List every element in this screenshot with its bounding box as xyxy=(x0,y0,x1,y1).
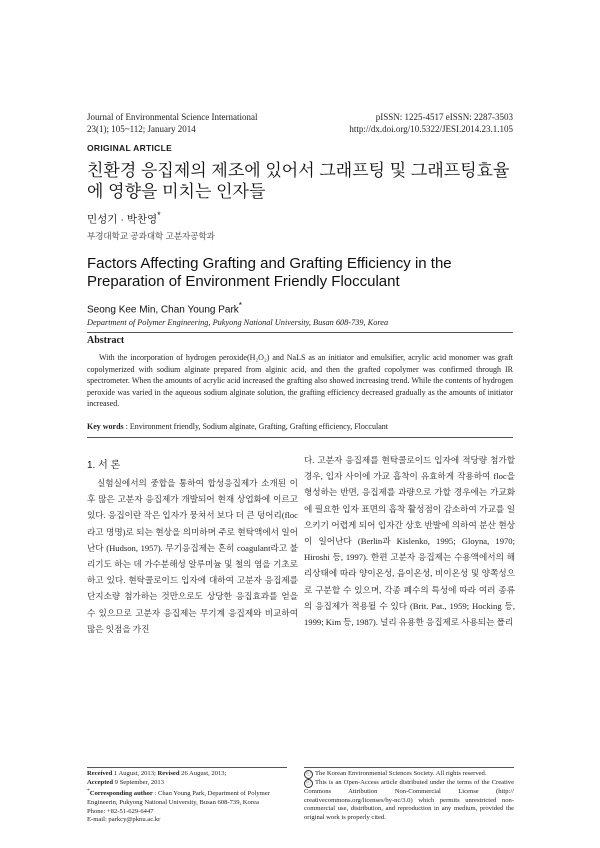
abstract-heading: Abstract xyxy=(87,335,125,346)
abstract-bottom-rule xyxy=(87,437,513,438)
accepted-line xyxy=(87,779,287,788)
korean-affiliation: 부경대학교 공과대학 고분자공학과 xyxy=(87,231,215,241)
english-author-mark: * xyxy=(238,300,243,310)
volume-issue: 23(1); 105~112; January 2014 xyxy=(87,124,196,134)
korean-title: 친환경 응집제의 제조에 있어서 그래프팅 및 그래프팅효율에 영향을 미치는 인자들 xyxy=(87,161,510,201)
footnote-rule-right xyxy=(304,767,514,768)
keywords-text: : Environment friendly, Sodium alginate, Grafting, Grafting efficiency, Flocculant xyxy=(123,422,388,431)
accepted-label: Accepted xyxy=(87,778,113,786)
keywords xyxy=(87,422,513,431)
revised-label: Revised xyxy=(157,770,180,777)
corr-label: Corresponding author xyxy=(89,790,153,798)
license-line xyxy=(304,779,514,822)
journal-name: Journal of Environmental Science International xyxy=(87,112,258,122)
accepted-date: 9 September, 2013 xyxy=(113,778,165,786)
body-column-right: 다. 고분자 응집제를 현탁콜로이드 입자에 적당량 첨가할 경우, 입자 사이에 가교 흡착이 유효하게 작용하여 floc을 형성하는 반면, 응집제를 과량으로 가할 경우에는 가교화에 필요한 입자 표면의 흡착 활성점이 감소하여 가교를 일으키기 어렵게 되어 입자간 상호 반발에 의하여 분산 현상이 일어난다 (Berlin과 Kislenko, 1995; Gloyna, 1970; Hiroshi 등, 1997). 한편 고분자 응집제는 수용액에서의 해리상태에 따라 양이온성, 음이온성, 비이온성 및 양쪽성으로 구분할 수 있으며, 각종 폐수의 특성에 따라 여러 종류의 응집제가 적용될 수 있다 (Brit. Pat., 1959; Hocking 등, 1999; Kim 등, 1987). 널리 유용한 응집제로 사용되는 폴리 xyxy=(304,455,515,628)
copyright-icon: ⓒ xyxy=(305,772,311,777)
abstract-top-rule xyxy=(87,332,513,333)
revised-date: 26 August, 2013; xyxy=(179,770,227,777)
corr-mark: * xyxy=(87,788,90,795)
korean-author-names: 민성기 · 박찬영 xyxy=(87,213,158,226)
copyright-line xyxy=(304,770,514,779)
footnote-article-info xyxy=(87,770,287,825)
korean-authors xyxy=(87,210,161,227)
received-date: 1 August, 2013; xyxy=(112,770,158,777)
section-heading-introduction: 1. 서 론 xyxy=(87,460,121,471)
english-author-names: Seong Kee Min, Chan Young Park xyxy=(87,304,239,316)
creative-commons-icon: ⓒ xyxy=(305,781,311,786)
korean-author-mark: * xyxy=(157,210,161,220)
journal-header-left xyxy=(87,111,257,135)
keywords-label: Key words xyxy=(87,422,124,431)
phone: Phone: +82-51-629-6447 xyxy=(87,807,154,815)
issn: pISSN: 1225-4517 eISSN: 2287-3503 xyxy=(375,112,513,122)
copyright-text: The Korean Environmental Sciences Society. All rights reserved. xyxy=(315,770,487,777)
license-text: This is an Open-Access article distributed under the terms of the Creative Commons Attribution Non-Commercial License (http:// creativecommons.org/licenses/by-nc/3.0) which permits unrestricted non-commercial use, distribution, and reproduction in any medium, provided the original work is properly cited. xyxy=(304,779,514,821)
abstract-text: With the incorporation of hydrogen peroxide(H₂O₂) and NaLS as an initiator and emulsifier, acrylic acid monomer was graft copolymerized with sodium alginate prepared from alginic acid, and then the grafted copolymer was confirmed through IR spectrometer. When the amounts of acrylic acid increased the grafting also showed increasing trend. While the contents of hydrogen peroxide was varied in the aqueous sodium alginate solution, the grafting efficiency decreased gradually as the amounts of initiator increased. xyxy=(87,353,513,409)
article-type: ORIGINAL ARTICLE xyxy=(87,143,173,153)
email[interactable]: E-mail: parkcy@pknu.ac.kr xyxy=(87,816,161,824)
footnote-license xyxy=(304,770,514,822)
english-authors xyxy=(87,300,242,315)
journal-header-right xyxy=(349,111,513,135)
body-column-left: 실험실에서의 중합을 통하여 합성응집제가 소개된 이후 많은 고분자 응집제가 개발되어 현재 상업화에 이르고 있다. 응집이란 작은 입자가 뭉쳐서 보다 더 큰 덩어리(floc라고 명명)로 되는 현상을 의미하며 주로 현탁액에서 일어난다 (Hudson, 1957). 무기응집제는 흔히 coagulant라고 불리기도 하는 데 가수분해성 알루미늄 및 철의 염을 기초로 하고 있다. 현탁콜로이드 입자에 대하여 고분자 응집제를 단지소량 첨가하는 것만으로도 상당한 응집효과를 얻을 수 있으므로 고분자 응집제는 무기계 응집제와 비교하여 많은 잇점을 가진 xyxy=(87,478,298,634)
footnote-rule-left xyxy=(87,767,287,768)
english-title: Factors Affecting Grafting and Grafting Efficiency in the Preparation of Environment Friendly Flocculant xyxy=(87,255,452,290)
corr-text: : Chan Young Park, Department of Polymer Engineerin, Pukyong National University, Busan 608-739, Korea xyxy=(87,790,270,806)
english-affiliation: Department of Polymer Engineering, Pukyong National University, Busan 608-739, Korea xyxy=(87,318,389,327)
history-line xyxy=(87,770,287,779)
corresponding-author xyxy=(87,787,287,807)
received-label: Received xyxy=(87,770,113,777)
doi-link[interactable]: http://dx.doi.org/10.5322/JESI.2014.23.1.105 xyxy=(349,124,513,134)
